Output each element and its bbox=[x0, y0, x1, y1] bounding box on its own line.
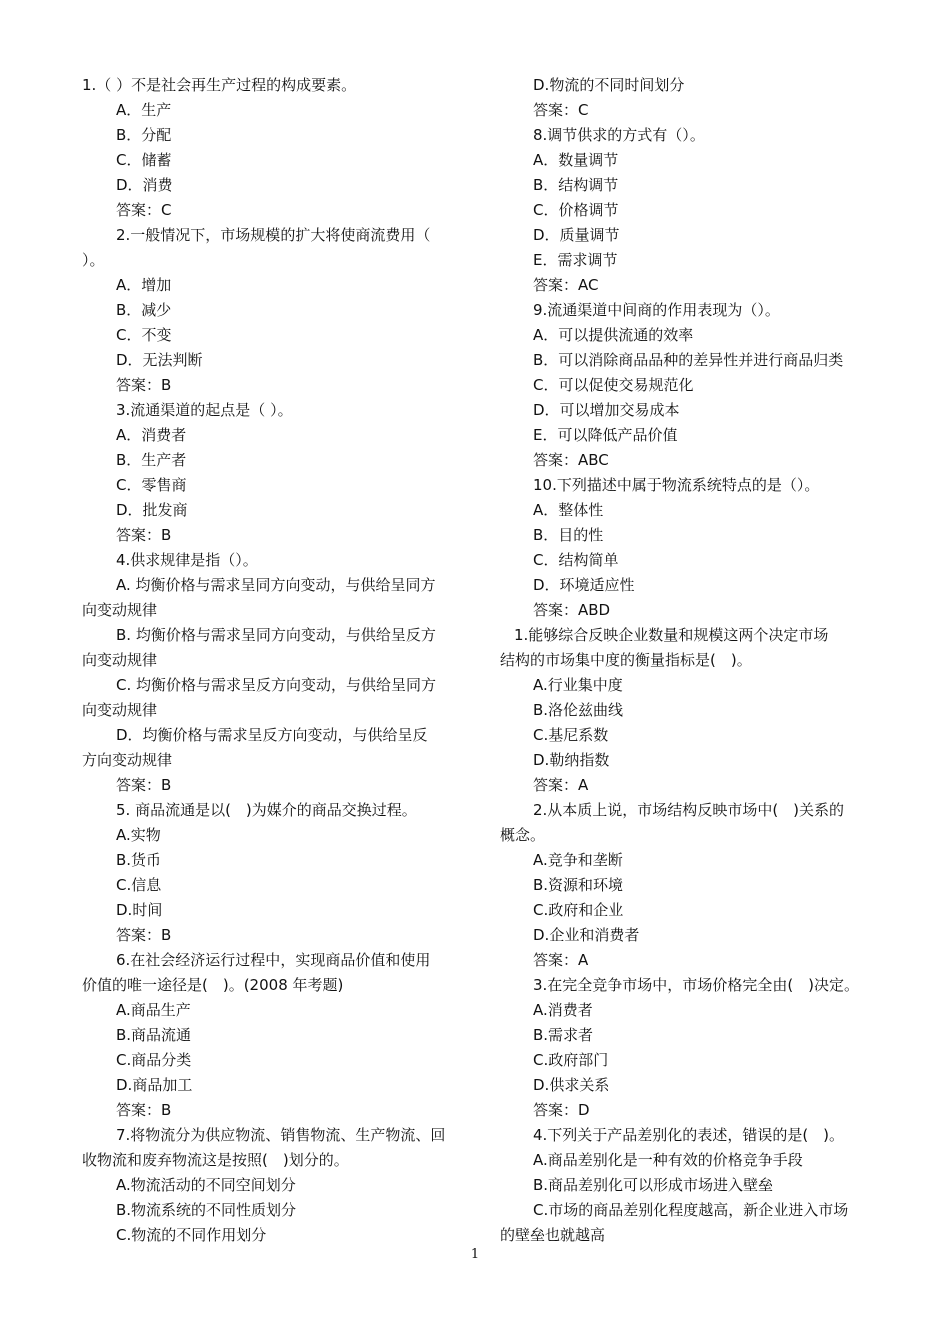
text-line: 向变动规律 bbox=[82, 601, 158, 619]
text-line: D.供求关系 bbox=[533, 1076, 610, 1094]
text-line: C.基尼系数 bbox=[533, 726, 609, 744]
text-line: C．可以促使交易规范化 bbox=[533, 376, 694, 394]
text-line: C.商品分类 bbox=[116, 1051, 192, 1069]
text-line: B．可以消除商品品种的差异性并进行商品归类 bbox=[533, 351, 844, 369]
text-line: D．消费 bbox=[116, 176, 173, 194]
text-line: D．环境适应性 bbox=[533, 576, 635, 594]
text-line: D．均衡价格与需求呈反方向变动，与供给呈反 bbox=[116, 726, 428, 744]
text-line: B.资源和环境 bbox=[533, 876, 624, 894]
text-line: 3.流通渠道的起点是（ ）。 bbox=[116, 401, 293, 419]
text-line: 1.（ ）不是社会再生产过程的构成要素。 bbox=[82, 76, 357, 94]
text-line: 概念。 bbox=[500, 826, 546, 844]
text-line: D.商品加工 bbox=[116, 1076, 193, 1094]
text-line: ）。 bbox=[82, 251, 105, 269]
text-line: A．整体性 bbox=[533, 501, 604, 519]
text-line: A.消费者 bbox=[533, 1001, 593, 1019]
text-line: D.时间 bbox=[116, 901, 163, 919]
text-line: C.政府和企业 bbox=[533, 901, 624, 919]
page-number: 1 bbox=[470, 1247, 480, 1262]
text-line: A．消费者 bbox=[116, 426, 187, 444]
right-column bbox=[500, 73, 892, 1248]
text-line: 答案：ABD bbox=[533, 601, 611, 619]
text-line: 8.调节供求的方式有（）。 bbox=[533, 126, 705, 144]
text-line: 价值的唯一途径是( )。(2008 年考题) bbox=[82, 976, 344, 994]
text-line: 4.下列关于产品差别化的表述，错误的是( )。 bbox=[533, 1126, 845, 1144]
text-line: B．目的性 bbox=[533, 526, 604, 544]
text-line: B．分配 bbox=[116, 126, 172, 144]
text-line: B．生产者 bbox=[116, 451, 187, 469]
text-line: B.需求者 bbox=[533, 1026, 594, 1044]
text-line: B.货币 bbox=[116, 851, 162, 869]
text-line: C．价格调节 bbox=[533, 201, 619, 219]
text-line: B．减少 bbox=[116, 301, 172, 319]
left-column bbox=[82, 73, 470, 1248]
text-line: C. 均衡价格与需求呈反方向变动，与供给呈同方 bbox=[116, 676, 437, 694]
text-line: 答案：B bbox=[116, 926, 172, 944]
text-line: C.政府部门 bbox=[533, 1051, 609, 1069]
text-line: 答案：B bbox=[116, 1101, 172, 1119]
text-line: C．结构简单 bbox=[533, 551, 619, 569]
text-line: B．结构调节 bbox=[533, 176, 619, 194]
text-line: D．批发商 bbox=[116, 501, 188, 519]
text-line: 答案：C bbox=[116, 201, 172, 219]
text-line: 方向变动规律 bbox=[82, 751, 173, 769]
text-line: 9.流通渠道中间商的作用表现为（）。 bbox=[533, 301, 780, 319]
text-line: A.行业集中度 bbox=[533, 676, 623, 694]
text-line: 向变动规律 bbox=[82, 651, 158, 669]
text-line: 3.在完全竞争市场中，市场价格完全由( )决定。 bbox=[533, 976, 860, 994]
text-line: 5. 商品流通是以( )为媒介的商品交换过程。 bbox=[116, 801, 417, 819]
text-line: B.商品差别化可以形成市场进入壁垒 bbox=[533, 1176, 774, 1194]
text-line: 的壁垒也就越高 bbox=[500, 1226, 606, 1244]
text-line: 答案：B bbox=[116, 526, 172, 544]
text-line: C.物流的不同作用划分 bbox=[116, 1226, 267, 1244]
text-line: 答案：B bbox=[116, 776, 172, 794]
text-line: A.物流活动的不同空间划分 bbox=[116, 1176, 296, 1194]
text-line: A. 均衡价格与需求呈同方向变动，与供给呈同方 bbox=[116, 576, 436, 594]
text-line: C．零售商 bbox=[116, 476, 187, 494]
text-line: 向变动规律 bbox=[82, 701, 158, 719]
text-line: B.物流系统的不同性质划分 bbox=[116, 1201, 297, 1219]
text-line: 2.从本质上说，市场结构反映市场中( )关系的 bbox=[533, 801, 845, 819]
text-line: 答案：A bbox=[533, 951, 589, 969]
text-line: E．可以降低产品价值 bbox=[533, 426, 678, 444]
text-line: 结构的市场集中度的衡量指标是( )。 bbox=[500, 651, 752, 669]
text-line: 10.下列描述中属于物流系统特点的是（）。 bbox=[533, 476, 820, 494]
text-line: C.市场的商品差别化程度越高，新企业进入市场 bbox=[533, 1201, 849, 1219]
text-line: 2.一般情况下，市场规模的扩大将使商流费用（ bbox=[116, 226, 431, 244]
text-line: 答案：B bbox=[116, 376, 172, 394]
text-line: D.物流的不同时间划分 bbox=[533, 76, 685, 94]
text-line: D.企业和消费者 bbox=[533, 926, 640, 944]
text-line: D.勒纳指数 bbox=[533, 751, 610, 769]
text-line: A.竞争和垄断 bbox=[533, 851, 623, 869]
text-line: 收物流和废弃物流这是按照( )划分的。 bbox=[82, 1151, 349, 1169]
text-line: A．生产 bbox=[116, 101, 172, 119]
text-line: B.商品流通 bbox=[116, 1026, 192, 1044]
text-line: A.实物 bbox=[116, 826, 161, 844]
text-line: B. 均衡价格与需求呈同方向变动，与供给呈反方 bbox=[116, 626, 436, 644]
text-line: C．不变 bbox=[116, 326, 172, 344]
text-line: 答案：ABC bbox=[533, 451, 609, 469]
text-line: 答案：D bbox=[533, 1101, 590, 1119]
text-line: C.信息 bbox=[116, 876, 162, 894]
text-line: 答案：C bbox=[533, 101, 589, 119]
text-line: B.洛伦兹曲线 bbox=[533, 701, 624, 719]
text-line: 答案：AC bbox=[533, 276, 599, 294]
text-line: A．数量调节 bbox=[533, 151, 619, 169]
text-line: 4.供求规律是指（）。 bbox=[116, 551, 258, 569]
text-line: 6.在社会经济运行过程中，实现商品价值和使用 bbox=[116, 951, 431, 969]
text-line: D．质量调节 bbox=[533, 226, 620, 244]
text-line: A.商品生产 bbox=[116, 1001, 191, 1019]
text-line: A．可以提供流通的效率 bbox=[533, 326, 694, 344]
text-line: 答案：A bbox=[533, 776, 589, 794]
text-line: D．可以增加交易成本 bbox=[533, 401, 680, 419]
text-line: A.商品差别化是一种有效的价格竞争手段 bbox=[533, 1151, 803, 1169]
text-line: D．无法判断 bbox=[116, 351, 203, 369]
text-line: 7.将物流分为供应物流、销售物流、生产物流、回 bbox=[116, 1126, 446, 1144]
text-line: A．增加 bbox=[116, 276, 172, 294]
text-line: 1.能够综合反映企业数量和规模这两个决定市场 bbox=[514, 626, 829, 644]
text-line: C．储蓄 bbox=[116, 151, 172, 169]
text-line: E．需求调节 bbox=[533, 251, 618, 269]
